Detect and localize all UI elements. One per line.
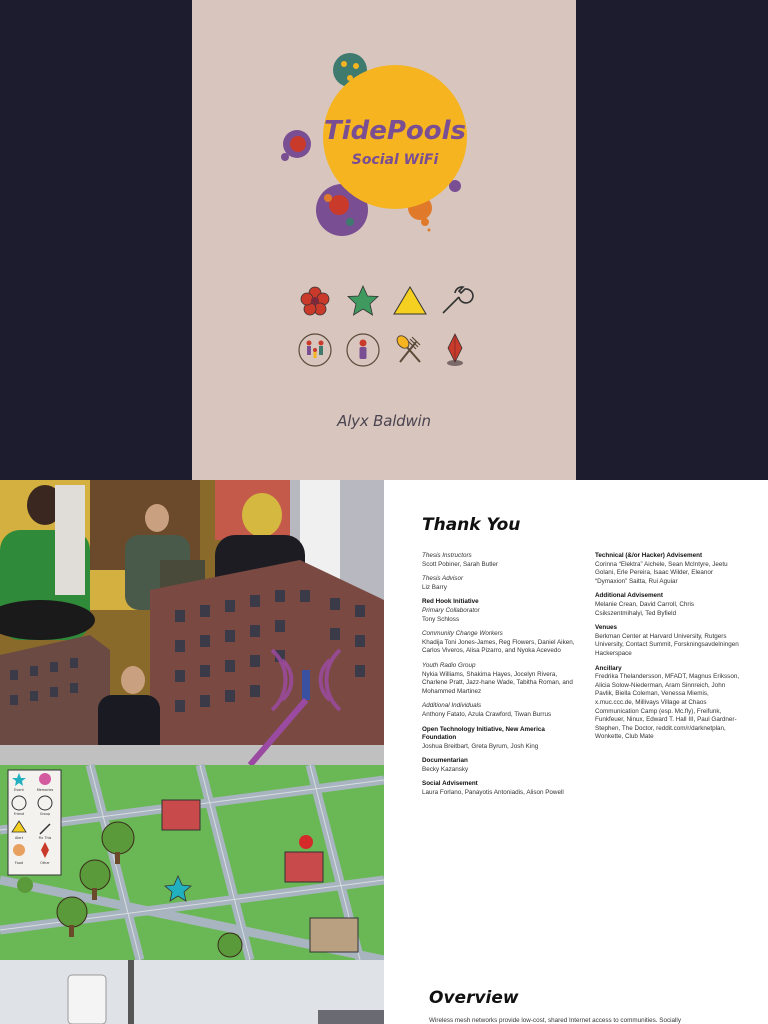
credit-sub: Primary Collaborator bbox=[422, 606, 480, 614]
credit-body: Joshua Breitbart, Greta Byrum, Josh King bbox=[422, 742, 539, 750]
logo-title: TidePools bbox=[323, 116, 467, 146]
credit-sub: Additional Individuals bbox=[422, 702, 482, 710]
credit-sub: Community Change Workers bbox=[422, 630, 503, 638]
credit-section bbox=[422, 630, 580, 656]
credit-body: Laura Forlano, Panayotis Antoniadis, Alison Powell bbox=[422, 789, 564, 797]
credit-body: Berkman Center at Harvard University, Rutgers University, Contact Summit, Forskningsavdelningen Hackerspace bbox=[595, 632, 739, 657]
credit-section bbox=[422, 662, 580, 696]
credit-section bbox=[422, 702, 580, 719]
credit-section bbox=[595, 665, 743, 742]
credit-body: Corinna “Elektra” Aichele, Sean McIntyre, Jeetu Golani, Erle Pereira, Isaac Wilder, Eleanor “Dymaxion” Saitta, Rui Aguiar bbox=[595, 560, 728, 585]
credit-head: Ancillary bbox=[595, 664, 622, 672]
acknowledgements-left-column bbox=[422, 552, 580, 804]
credit-sub: Thesis Advisor bbox=[422, 575, 464, 583]
photo-collage bbox=[0, 480, 384, 1024]
thanks-title: Thank You bbox=[422, 515, 521, 535]
logo-subtitle: Social WiFi bbox=[351, 152, 439, 168]
cover-artwork bbox=[192, 0, 576, 480]
map-legend bbox=[8, 770, 61, 875]
credit-section bbox=[422, 757, 580, 774]
acknowledgements-page bbox=[384, 480, 768, 1024]
legend-label: Other bbox=[40, 861, 50, 865]
credit-body: Khadija Toni Jones-James, Reg Flowers, Daniel Aiken, Carlos Viveros, Alisa Pizarro, and Nyoka Acevedo bbox=[422, 638, 575, 655]
star-icon bbox=[348, 286, 378, 315]
credit-head: Open Technology Initiative, New America Foundation bbox=[422, 725, 545, 742]
cover-author: Alyx Baldwin bbox=[337, 412, 431, 430]
flower-icon bbox=[301, 287, 329, 315]
credit-body: Tony Schloss bbox=[422, 615, 460, 623]
pin-icon bbox=[447, 334, 463, 366]
credit-body: Fredrika Thelandersson, MFADT, Magnus Eriksson, Alicia Solow-Niederman, Aram Sinnreich, John Pavlik, Biella Coleman, Venessa Miemis, x.muc.ccc.de, Millivays Village at Chaos Communication Camp (esp. Mc.fly), Freifunk, Funkfeuer, Ninux, Edward T. Hall III, Paul Gardner-Stephen, The Doctor, reddit.com/r/darknetplan, Wonkette, Club Mate bbox=[595, 673, 740, 741]
credit-body: Anthony Fatato, Azula Crawford, Tiwan Burrus bbox=[422, 710, 552, 718]
overview-title: Overview bbox=[429, 988, 519, 1008]
credit-body: Nykia Williams, Shakima Hayes, Jocelyn Rivera, Charlene Pratt, Jazz-hane Wade, Tabitha Roman, and Mohammed Martinez bbox=[422, 670, 573, 695]
credit-section bbox=[422, 552, 580, 569]
credit-head: Red Hook Initiative bbox=[422, 598, 479, 606]
legend-label: Friend bbox=[13, 812, 25, 816]
legend-label: Memories bbox=[36, 788, 54, 792]
person-icon bbox=[347, 334, 379, 366]
credit-body: Melanie Crean, David Carroll, Chris Csikszentmihalyi, Ted Byfield bbox=[595, 600, 695, 617]
overview-text: Wireless mesh networks provide low-cost, shared Internet access to communities. Socially bbox=[429, 1017, 681, 1024]
book-cover bbox=[192, 0, 576, 480]
credit-sub: Thesis Instructors bbox=[422, 552, 472, 559]
credit-body: Scott Pobiner, Sarah Butler bbox=[422, 560, 498, 568]
credit-body: Becky Kazansky bbox=[422, 765, 469, 773]
acknowledgements-right-column bbox=[595, 552, 743, 748]
credit-section bbox=[422, 780, 580, 797]
credit-section bbox=[595, 592, 743, 618]
credit-head: Additional Advisement bbox=[595, 592, 663, 600]
family-icon bbox=[299, 334, 331, 366]
fork-spoon-icon bbox=[395, 333, 420, 362]
credit-head: Venues bbox=[595, 624, 618, 632]
legend-label: Fix This bbox=[38, 836, 52, 840]
legend-label: Event bbox=[14, 788, 24, 792]
credit-section bbox=[595, 624, 743, 658]
credit-head: Social Advisement bbox=[422, 780, 478, 788]
legend-label: Group bbox=[39, 812, 51, 816]
credit-section bbox=[422, 598, 580, 624]
credit-sub: Youth Radio Group bbox=[422, 661, 476, 669]
wrench-icon bbox=[443, 287, 473, 313]
legend-label: Alert bbox=[14, 836, 24, 840]
triangle-icon bbox=[394, 287, 426, 314]
rooftop-photo bbox=[0, 960, 384, 1024]
credit-head: Technical (&/or Hacker) Advisement bbox=[595, 552, 703, 559]
legend-label: Food bbox=[14, 861, 24, 865]
credit-section bbox=[422, 726, 580, 752]
credit-head: Documentarian bbox=[422, 757, 468, 765]
credit-body: Liz Barry bbox=[422, 583, 447, 591]
credit-section bbox=[422, 575, 580, 592]
credit-section bbox=[595, 552, 743, 586]
neighborhood-map bbox=[0, 765, 384, 960]
